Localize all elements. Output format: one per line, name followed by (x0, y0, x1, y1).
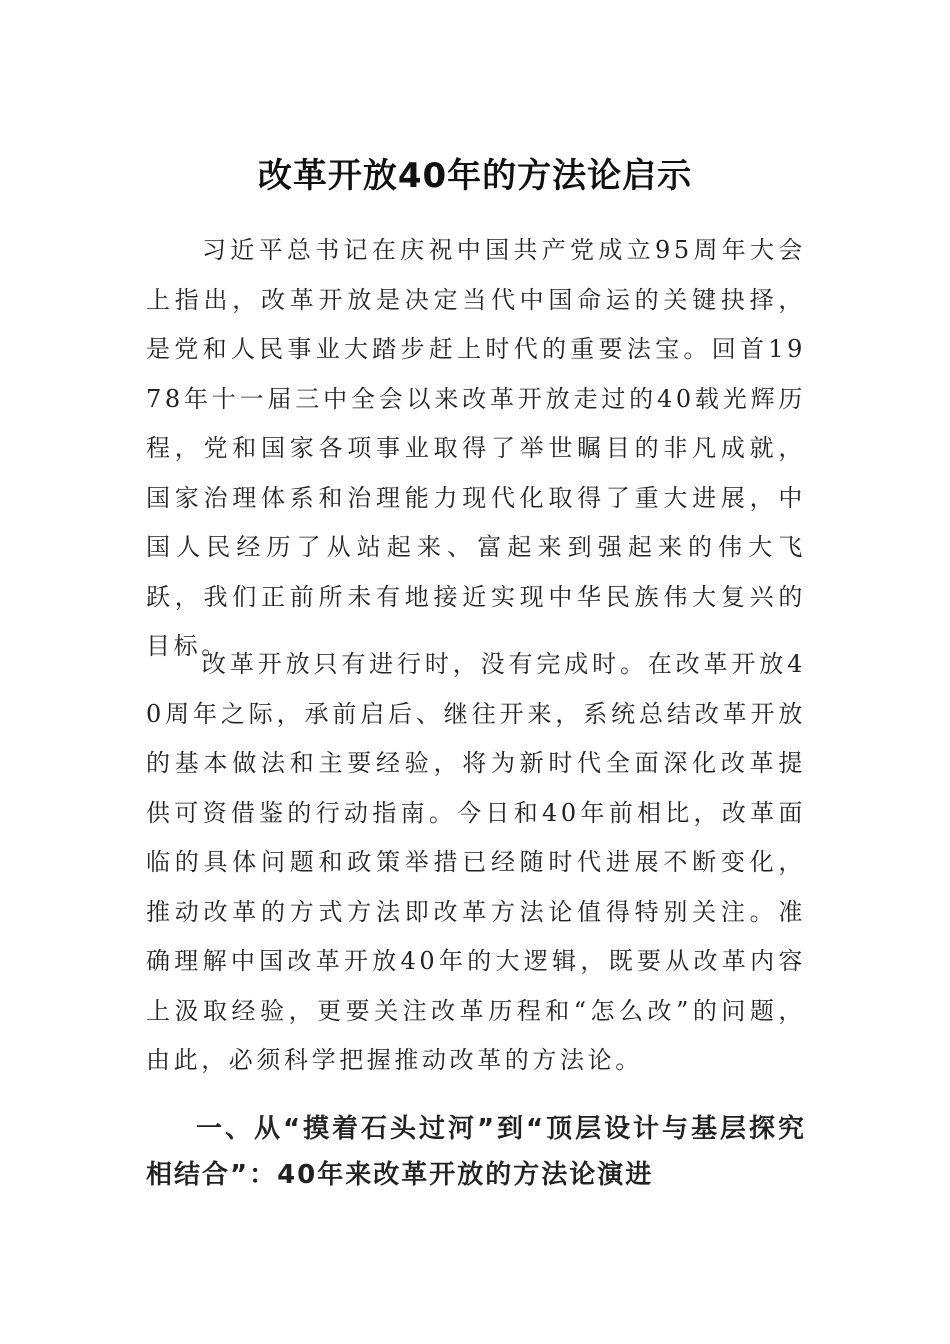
section-heading: 一、从“摸着石头过河”到“顶层设计与基层探究相结合”：40年来改革开放的方法论演进 (146, 1114, 806, 1190)
document-title: 改革开放40年的方法论启示 (257, 156, 693, 196)
body-paragraph: 改革开放只有进行时，没有完成时。在改革开放40周年之际，承前启后、继往开来，系统总结改革开放的基本做法和主要经验，将为新时代全面深化改革提供可资借鉴的行动指南。今日和40年前相比，改革面临的具体问题和政策举措已经随时代进展不断变化，推动改革的方式方法即改革方法论值得特别关注。准确理解中国改革开放40年的大逻辑，既要从改革内容上汲取经验，更要关注改革历程和“怎么改”的问题，由此，必须科学把握推动改革的方法论。 (146, 650, 806, 1074)
body-paragraph: 习近平总书记在庆祝中国共产党成立95周年大会上指出，改革开放是决定当代中国命运的关键抉择，是党和人民事业大踏步赶上时代的重要法宝。回首1978年十一届三中全会以来改革开放走过的40载光辉历程，党和国家各项事业取得了举世瞩目的非凡成就，国家治理体系和治理能力现代化取得了重大进展，中国人民经历了从站起来、富起来到强起来的伟大飞跃，我们正前所未有地接近实现中华民族伟大复兴的目标。 (146, 236, 806, 660)
